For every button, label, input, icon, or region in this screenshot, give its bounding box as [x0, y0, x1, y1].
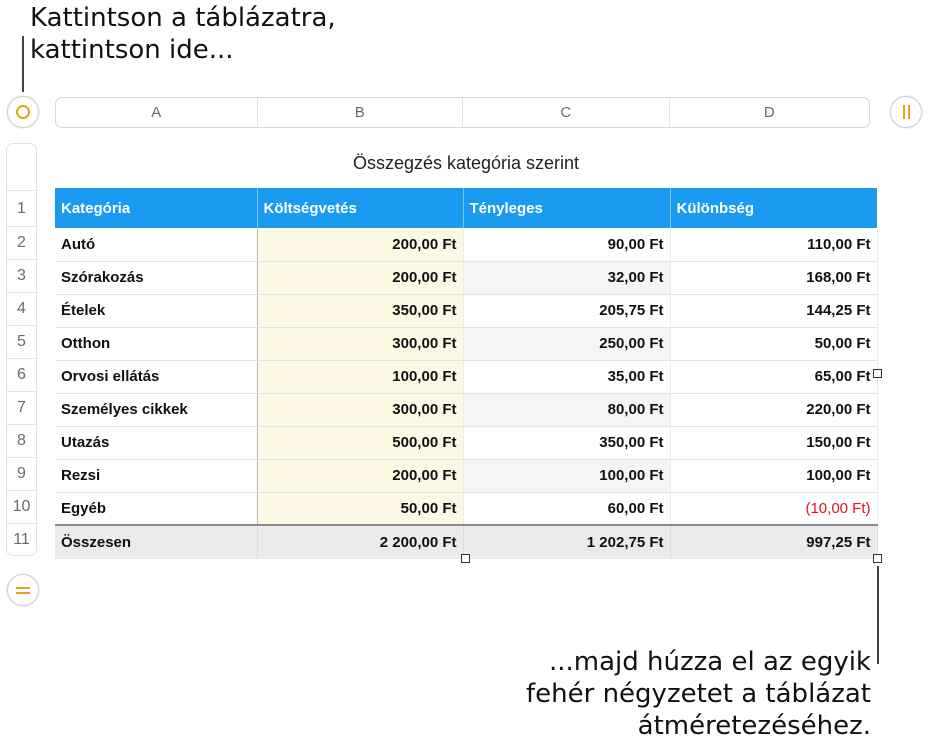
select-table-button[interactable] [7, 96, 39, 128]
row-handle-icon [16, 587, 30, 594]
cell-difference[interactable]: 65,00 Ft [670, 360, 877, 393]
add-row-button[interactable] [7, 574, 39, 606]
cell-difference[interactable]: 150,00 Ft [670, 426, 877, 459]
footer-cell-difference-total[interactable]: 997,25 Ft [670, 525, 877, 559]
table-row [55, 228, 877, 261]
cell-budget[interactable]: 100,00 Ft [257, 360, 463, 393]
cell-budget[interactable]: 200,00 Ft [257, 459, 463, 492]
row-header-2[interactable]: 2 [6, 226, 37, 259]
callout-bottom-line-1: ...majd húzza el az egyik [549, 647, 871, 677]
budget-table[interactable] [55, 188, 878, 559]
cell-category[interactable]: Szórakozás [55, 261, 257, 294]
cell-budget[interactable]: 200,00 Ft [257, 228, 463, 261]
header-cell-actual[interactable]: Tényleges [463, 188, 670, 228]
instruction-callout-bottom [451, 646, 871, 742]
cell-category[interactable]: Orvosi ellátás [55, 360, 257, 393]
row-header-9[interactable]: 9 [6, 457, 37, 490]
callout-top-line-2: kattintson ide... [30, 35, 234, 65]
row-header-3[interactable]: 3 [6, 259, 37, 292]
table-row [55, 294, 877, 327]
column-header-bar [55, 97, 870, 128]
callout-bottom-line-3: átméretezéséhez. [637, 711, 871, 741]
table-row [55, 459, 877, 492]
row-header-7[interactable]: 7 [6, 391, 37, 424]
cell-actual[interactable]: 80,00 Ft [463, 393, 670, 426]
column-handle-icon [903, 105, 910, 119]
column-header-a[interactable]: A [56, 98, 258, 127]
footer-cell-actual-total[interactable]: 1 202,75 Ft [463, 525, 670, 559]
row-header-10[interactable]: 10 [6, 490, 37, 523]
add-column-button[interactable] [890, 96, 922, 128]
cell-difference[interactable]: 144,25 Ft [670, 294, 877, 327]
cell-category[interactable]: Egyéb [55, 492, 257, 525]
callout-top-pointer [22, 36, 24, 92]
cell-category[interactable]: Személyes cikkek [55, 393, 257, 426]
table-header-row [55, 188, 877, 228]
column-header-d[interactable]: D [763, 104, 775, 121]
row-header-4[interactable]: 4 [6, 292, 37, 325]
table-row [55, 327, 877, 360]
cell-difference[interactable]: 220,00 Ft [670, 393, 877, 426]
cell-difference[interactable]: 100,00 Ft [670, 459, 877, 492]
cell-budget[interactable]: 300,00 Ft [257, 327, 463, 360]
cell-difference-negative[interactable]: (10,00 Ft) [670, 492, 877, 525]
cell-budget[interactable]: 500,00 Ft [257, 426, 463, 459]
cell-category[interactable]: Otthon [55, 327, 257, 360]
resize-handle-right[interactable] [873, 369, 882, 378]
row-header-title-spacer [6, 143, 37, 190]
footer-cell-budget-total[interactable]: 2 200,00 Ft [257, 525, 463, 559]
column-header-c[interactable]: C [463, 98, 670, 127]
resize-handle-bottom[interactable] [461, 554, 470, 563]
table-row [55, 426, 877, 459]
column-header-b[interactable]: B [258, 98, 464, 127]
table-row [55, 360, 877, 393]
cell-category[interactable]: Rezsi [55, 459, 257, 492]
header-cell-difference[interactable]: Különbség [670, 188, 877, 228]
circle-select-icon [16, 105, 30, 119]
callout-bottom-line-2: fehér négyzetet a táblázat [526, 679, 871, 709]
instruction-callout-top [30, 2, 450, 66]
cell-difference[interactable]: 50,00 Ft [670, 327, 877, 360]
cell-budget[interactable]: 300,00 Ft [257, 393, 463, 426]
cell-difference[interactable]: 168,00 Ft [670, 261, 877, 294]
cell-budget[interactable]: 200,00 Ft [257, 261, 463, 294]
callout-top-line-1: Kattintson a táblázatra, [30, 3, 336, 33]
row-header-bar [6, 143, 37, 556]
cell-actual[interactable]: 100,00 Ft [463, 459, 670, 492]
header-cell-budget[interactable]: Költségvetés [257, 188, 463, 228]
cell-actual[interactable]: 250,00 Ft [463, 327, 670, 360]
row-header-6[interactable]: 6 [6, 358, 37, 391]
table-title[interactable]: Összegzés kategória szerint [352, 153, 580, 173]
header-cell-category[interactable]: Kategória [55, 188, 257, 228]
cell-actual[interactable]: 350,00 Ft [463, 426, 670, 459]
table-row [55, 492, 877, 525]
cell-difference[interactable]: 110,00 Ft [670, 228, 877, 261]
row-header-11[interactable]: 11 [6, 523, 37, 556]
table-row [55, 261, 877, 294]
cell-category[interactable]: Ételek [55, 294, 257, 327]
resize-handle-corner[interactable] [873, 554, 882, 563]
callout-bottom-pointer [877, 566, 879, 664]
row-header-1[interactable]: 1 [6, 190, 37, 226]
cell-actual[interactable]: 32,00 Ft [463, 261, 670, 294]
cell-actual[interactable]: 60,00 Ft [463, 492, 670, 525]
cell-category[interactable]: Autó [55, 228, 257, 261]
table-row [55, 393, 877, 426]
cell-budget[interactable]: 350,00 Ft [257, 294, 463, 327]
footer-cell-total-label[interactable]: Összesen [55, 525, 257, 559]
cell-actual[interactable]: 35,00 Ft [463, 360, 670, 393]
row-header-8[interactable]: 8 [6, 424, 37, 457]
cell-budget[interactable]: 50,00 Ft [257, 492, 463, 525]
cell-actual[interactable]: 90,00 Ft [463, 228, 670, 261]
cell-actual[interactable]: 205,75 Ft [463, 294, 670, 327]
row-header-5[interactable]: 5 [6, 325, 37, 358]
cell-category[interactable]: Utazás [55, 426, 257, 459]
